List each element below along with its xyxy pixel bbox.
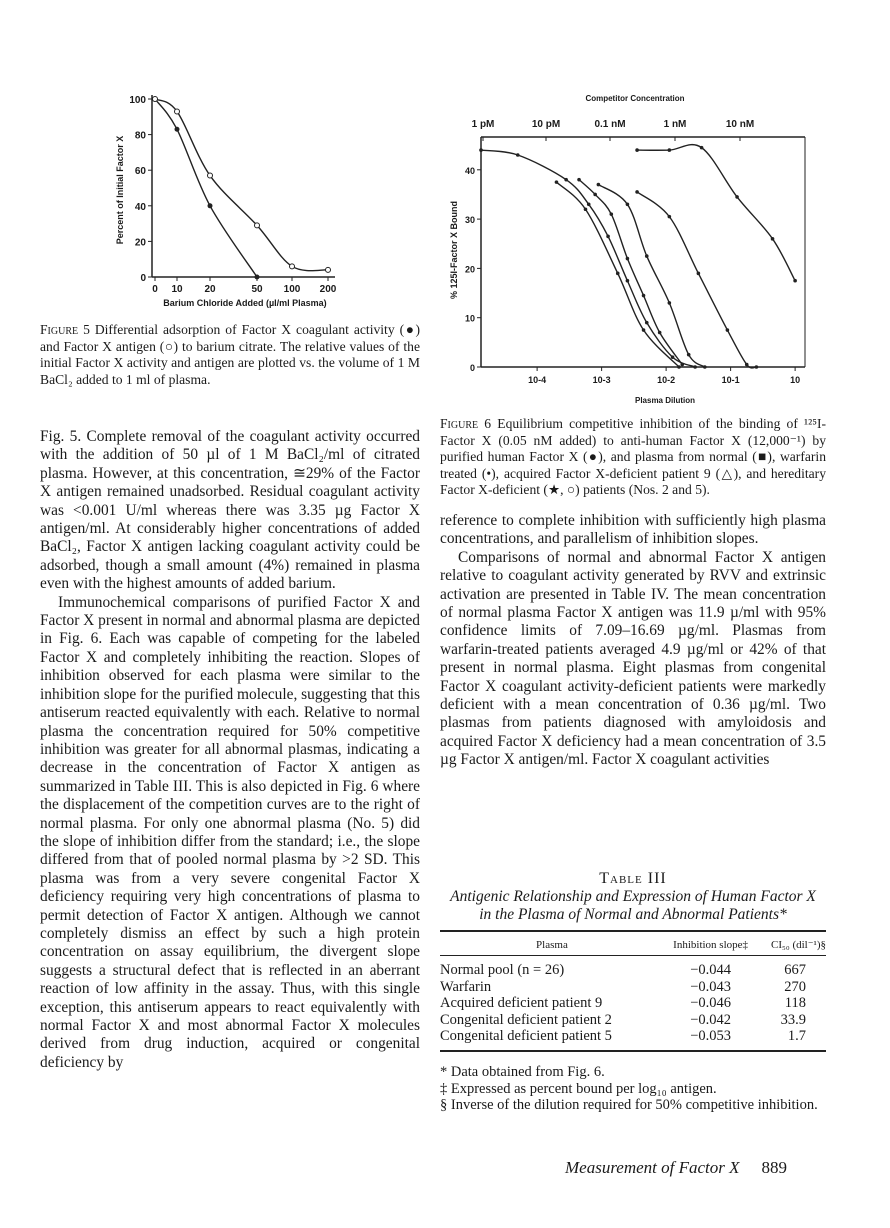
table-row xyxy=(440,1028,826,1051)
table-row xyxy=(440,1012,826,1029)
plasma-cell: Warfarin xyxy=(440,978,492,995)
ci50-cell: 270 xyxy=(784,978,806,995)
data-point xyxy=(516,153,520,157)
table-row xyxy=(440,956,826,979)
column-header: Inhibition slope‡ xyxy=(664,931,757,956)
table-caption-line: Antigenic Relationship and Expression of Human Factor X xyxy=(450,888,816,905)
x-tick-label: 200 xyxy=(319,284,337,295)
plasma-cell: Acquired deficient patient 9 xyxy=(440,995,603,1011)
data-point xyxy=(255,275,259,279)
y-tick-label: 20 xyxy=(134,237,146,249)
data-point xyxy=(597,183,601,187)
y-tick-label: 100 xyxy=(129,95,146,106)
right-column xyxy=(440,512,826,770)
y-axis-label: % 125I-Factor X Bound xyxy=(449,200,459,300)
ci50-cell: 1.7 xyxy=(757,1028,826,1051)
data-point xyxy=(645,254,649,258)
x-tick-label: 100 xyxy=(283,284,301,295)
page-number: 889 xyxy=(761,1158,788,1177)
data-point xyxy=(153,97,158,102)
figure-6-label: Figure 6 xyxy=(440,416,492,431)
data-point xyxy=(626,279,630,283)
data-point xyxy=(555,180,559,184)
x-axis-label: Plasma Dilution xyxy=(634,396,696,405)
data-point xyxy=(290,264,295,269)
data-point xyxy=(668,215,672,219)
data-point xyxy=(703,365,707,369)
series-line xyxy=(579,180,682,365)
data-point xyxy=(626,203,630,207)
figure-5-chart xyxy=(95,85,355,320)
x-tick-label: 20 xyxy=(204,284,216,295)
slope-cell: −0.043 xyxy=(690,978,732,995)
data-point xyxy=(626,257,630,261)
table-label: Table III xyxy=(599,870,667,887)
data-point xyxy=(587,203,591,207)
data-point xyxy=(635,190,639,194)
data-point xyxy=(745,363,749,367)
top-tick-label: 10 nM xyxy=(725,119,755,130)
data-point xyxy=(668,301,672,305)
column-header: CI₅₀ (dil⁻¹)§ xyxy=(757,931,826,956)
ci50-cell: 33.9 xyxy=(780,1011,806,1028)
data-point xyxy=(564,178,568,182)
data-point xyxy=(479,148,483,152)
y-tick-label: 10 xyxy=(464,313,475,324)
x-tick-label: 10 xyxy=(171,284,183,295)
data-point xyxy=(175,127,179,131)
data-point xyxy=(697,272,701,276)
data-point xyxy=(642,328,646,332)
column-header: Plasma xyxy=(440,931,664,956)
top-tick-label: 1 pM xyxy=(471,119,495,130)
data-point xyxy=(577,178,581,182)
top-tick-label: 0.1 nM xyxy=(594,119,626,130)
series-line xyxy=(637,192,756,368)
table-row xyxy=(440,995,826,1012)
x-tick-label: 10-4 xyxy=(528,375,547,385)
data-point xyxy=(687,353,691,357)
data-point xyxy=(726,328,730,332)
plasma-cell: Congenital deficient patient 5 xyxy=(440,1028,664,1051)
figure-6-caption-text: Equilibrium competitive inhibition of the binding of ¹²⁵I-Factor X (0.05 nM added) to anti-human Factor X (12,000⁻¹) by purified human Factor X (●), and plasma from normal (■), warfarin treated (•), acquired Factor X-deficient patient 9 (△), and hereditary Factor X-deficient (★, ○) patients (Nos. 2 and 5). xyxy=(440,416,826,498)
slope-cell: −0.053 xyxy=(664,1028,757,1051)
data-point xyxy=(658,331,662,335)
y-tick-label: 20 xyxy=(464,264,475,275)
y-tick-label: 60 xyxy=(134,166,146,178)
data-point xyxy=(609,212,613,216)
data-point xyxy=(677,365,681,369)
data-point xyxy=(771,237,775,241)
top-tick-label: 10 pM xyxy=(531,119,561,130)
top-tick-label: 1 nM xyxy=(663,119,687,130)
y-tick-label: 0 xyxy=(140,273,146,284)
plasma-cell: Congenital deficient patient 2 xyxy=(440,1011,612,1028)
slope-cell: −0.042 xyxy=(690,1011,732,1028)
data-point xyxy=(642,294,646,298)
x-tick-label: 0 xyxy=(152,284,158,295)
series-line xyxy=(637,145,795,281)
data-point xyxy=(700,146,704,150)
slope-cell: −0.046 xyxy=(690,995,732,1011)
x-tick-label: 10-1 xyxy=(721,375,740,385)
y-tick-label: 40 xyxy=(464,165,475,176)
y-tick-label: 0 xyxy=(469,363,475,373)
y-tick-label: 40 xyxy=(134,201,146,213)
data-point xyxy=(693,365,697,369)
data-point xyxy=(255,223,260,228)
data-point xyxy=(616,272,620,276)
paragraph: Immunochemical comparisons of purified Factor X and Factor X present in normal and abnormal plasma are depicted in Fig. 6. Each was capable of competing for the labeled Factor X and completely inhibiting the reaction. Slopes of inhibition observed for each plasma were similar to the inhibition slope for the purified molecule, suggesting that this antiserum reacted equivalently with each. Relative to normal plasma the concentration required for 50% competitive inhibition was greater for all abnormal plasmas, indicating a decrease in the concentration of Factor X antigen as summarized in Table III. This is also depicted in Fig. 6 where the displacement of the competition curves are to the right of normal plasma. For only one abnormal plasma (No. 5) did the slope of inhibition differ from the standard; i.e., the slope differed from that of pooled normal plasma by >2 SD. This plasma was from a very severe congenital Factor X deficiency requiring very high concentrations of plasma to permit detection of Factor X antigen. Although we cannot completely dismiss an effect by such a high protein concentration on assay equilibrium, the divergent slope suggests a structural defect that is reflected in an aberrant reaction of low affinity in the assay. Thus, with this single exception, this antiserum appears to react equivalently with normal Factor X and most abnormal Factor X molecules derived from drug induction, acquired or congenital deficiency by xyxy=(40,593,421,1071)
left-column xyxy=(40,428,420,1072)
data-point xyxy=(208,204,212,208)
data-point xyxy=(635,148,639,152)
data-point xyxy=(593,193,597,197)
table-title xyxy=(440,870,826,924)
data-point xyxy=(208,173,213,178)
data-point xyxy=(735,195,739,199)
table-note: * Data obtained from Fig. 6. xyxy=(440,1064,605,1080)
y-tick-label: 30 xyxy=(464,215,475,226)
data-point xyxy=(645,321,649,325)
figure-6-caption xyxy=(440,416,826,499)
data-point xyxy=(793,279,797,283)
table-note: ‡ Expressed as percent bound per log₁₀ antigen. xyxy=(440,1080,717,1097)
paragraph: reference to complete inhibition with sufficiently high plasma concentrations, and parallelism of inhibition slopes. xyxy=(440,512,826,548)
data-point xyxy=(584,207,588,211)
plasma-cell: Normal pool (n = 26) xyxy=(440,962,565,978)
data-point xyxy=(175,109,180,114)
data-point xyxy=(755,365,759,369)
figure-5-caption-text: Differential adsorption of Factor X coagulant activity (●) and Factor X antigen (○) to barium citrate. The relative values of the initial Factor X activity and antigen are plotted vs. the volume of 1 M BaCl₂ added to 1 ml of plasma. xyxy=(40,322,420,387)
x-tick-label: 10-2 xyxy=(657,375,676,385)
data-point xyxy=(606,235,610,239)
series-line xyxy=(155,99,328,271)
ci50-cell: 118 xyxy=(784,995,806,1011)
data-point xyxy=(326,267,331,272)
figure-6-chart xyxy=(440,85,820,410)
series-line xyxy=(481,150,695,367)
slope-cell: −0.044 xyxy=(690,962,732,978)
table-notes xyxy=(440,1064,826,1114)
x-axis-label: Barium Chloride Added (µl/ml Plasma) xyxy=(163,298,327,308)
table-caption-line: in the Plasma of Normal and Abnormal Patients* xyxy=(479,906,787,923)
figure-5-label: Figure 5 xyxy=(40,322,90,337)
x-tick-label: 50 xyxy=(251,284,263,295)
y-tick-label: 80 xyxy=(134,130,146,142)
x-tick-label: 10-3 xyxy=(592,375,611,385)
running-title: Measurement of Factor X xyxy=(565,1158,740,1177)
chart-title: Competitor Concentration xyxy=(585,94,685,103)
table-row xyxy=(440,979,826,996)
y-axis-label: Percent of Initial Factor X xyxy=(115,135,125,245)
series-line xyxy=(155,99,257,277)
table-iii xyxy=(440,930,826,1052)
x-tick-label: 10 xyxy=(790,375,801,385)
paragraph: Fig. 5. Complete removal of the coagulant activity occurred with the addition of 50 µl of 1 M BaCl₂/ml of citrated plasma. However, at this concentration, ≅29% of the Factor X antigen remained unadsorbed. Residual coagulant activity was <0.001 U/ml whereas there was 3.35 µg Factor X antigen/ml. At considerably higher concentrations of added BaCl₂, Factor X antigen lacking coagulant activity could be adsorbed, though a small amount (4%) remained in plasma even with the highest amounts of added barium. xyxy=(40,428,420,593)
figure-5-caption xyxy=(40,322,420,388)
table-note: § Inverse of the dilution required for 50% competitive inhibition. xyxy=(440,1097,818,1114)
page-footer xyxy=(565,1158,787,1178)
data-point xyxy=(668,148,672,152)
paragraph: Comparisons of normal and abnormal Factor X antigen relative to coagulant activity generated by RVV and extrinsic activation are presented in Table IV. The mean concentration of normal plasma Factor X antigen was 11.9 µ/ml with 95% confidence limits of 7.09–16.69 µg/ml. Plasmas from warfarin-treated patients averaged 4.9 µg/ml or 42% of that present in normal plasma. Eight plasmas from congenital Factor X coagulant activity-deficient patients were markedly deficient with a mean concentration of 0.36 µg/ml. Two plasmas from patients diagnosed with amyloidosis and acquired Factor X deficiency had a mean concentration of 3.5 µg Factor X antigen/ml. Factor X coagulant activities xyxy=(440,548,826,769)
ci50-cell: 667 xyxy=(784,962,806,978)
data-point xyxy=(671,355,675,359)
